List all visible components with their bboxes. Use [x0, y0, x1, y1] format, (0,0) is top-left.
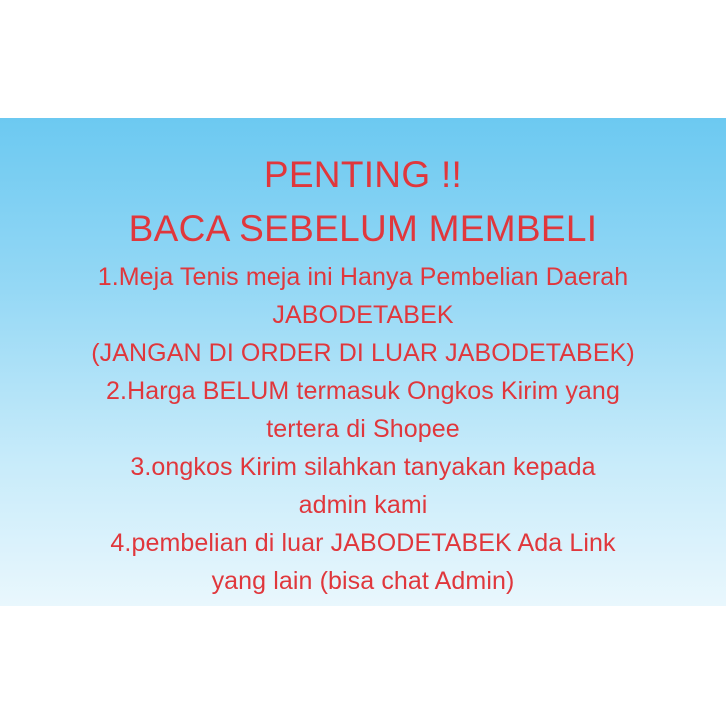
notice-line-2: JABODETABEK: [272, 301, 454, 329]
notice-line-8: 4.pembelian di luar JABODETABEK Ada Link: [110, 529, 616, 557]
notice-subtitle: BACA SEBELUM MEMBELI: [128, 208, 598, 249]
notice-line-1: 1.Meja Tenis meja ini Hanya Pembelian Daerah: [97, 263, 629, 291]
notice-line-3: (JANGAN DI ORDER DI LUAR JABODETABEK): [91, 339, 635, 367]
notice-text-block: [0, 118, 726, 600]
notice-line-6: 3.ongkos Kirim silahkan tanyakan kepada: [130, 453, 596, 481]
notice-title: PENTING !!: [263, 154, 463, 195]
notice-line-5: tertera di Shopee: [266, 415, 460, 443]
notice-line-4: 2.Harga BELUM termasuk Ongkos Kirim yang: [106, 377, 620, 405]
notice-line-9: yang lain (bisa chat Admin): [211, 567, 515, 595]
notice-line-7: admin kami: [298, 491, 428, 519]
notice-banner: [0, 118, 726, 606]
